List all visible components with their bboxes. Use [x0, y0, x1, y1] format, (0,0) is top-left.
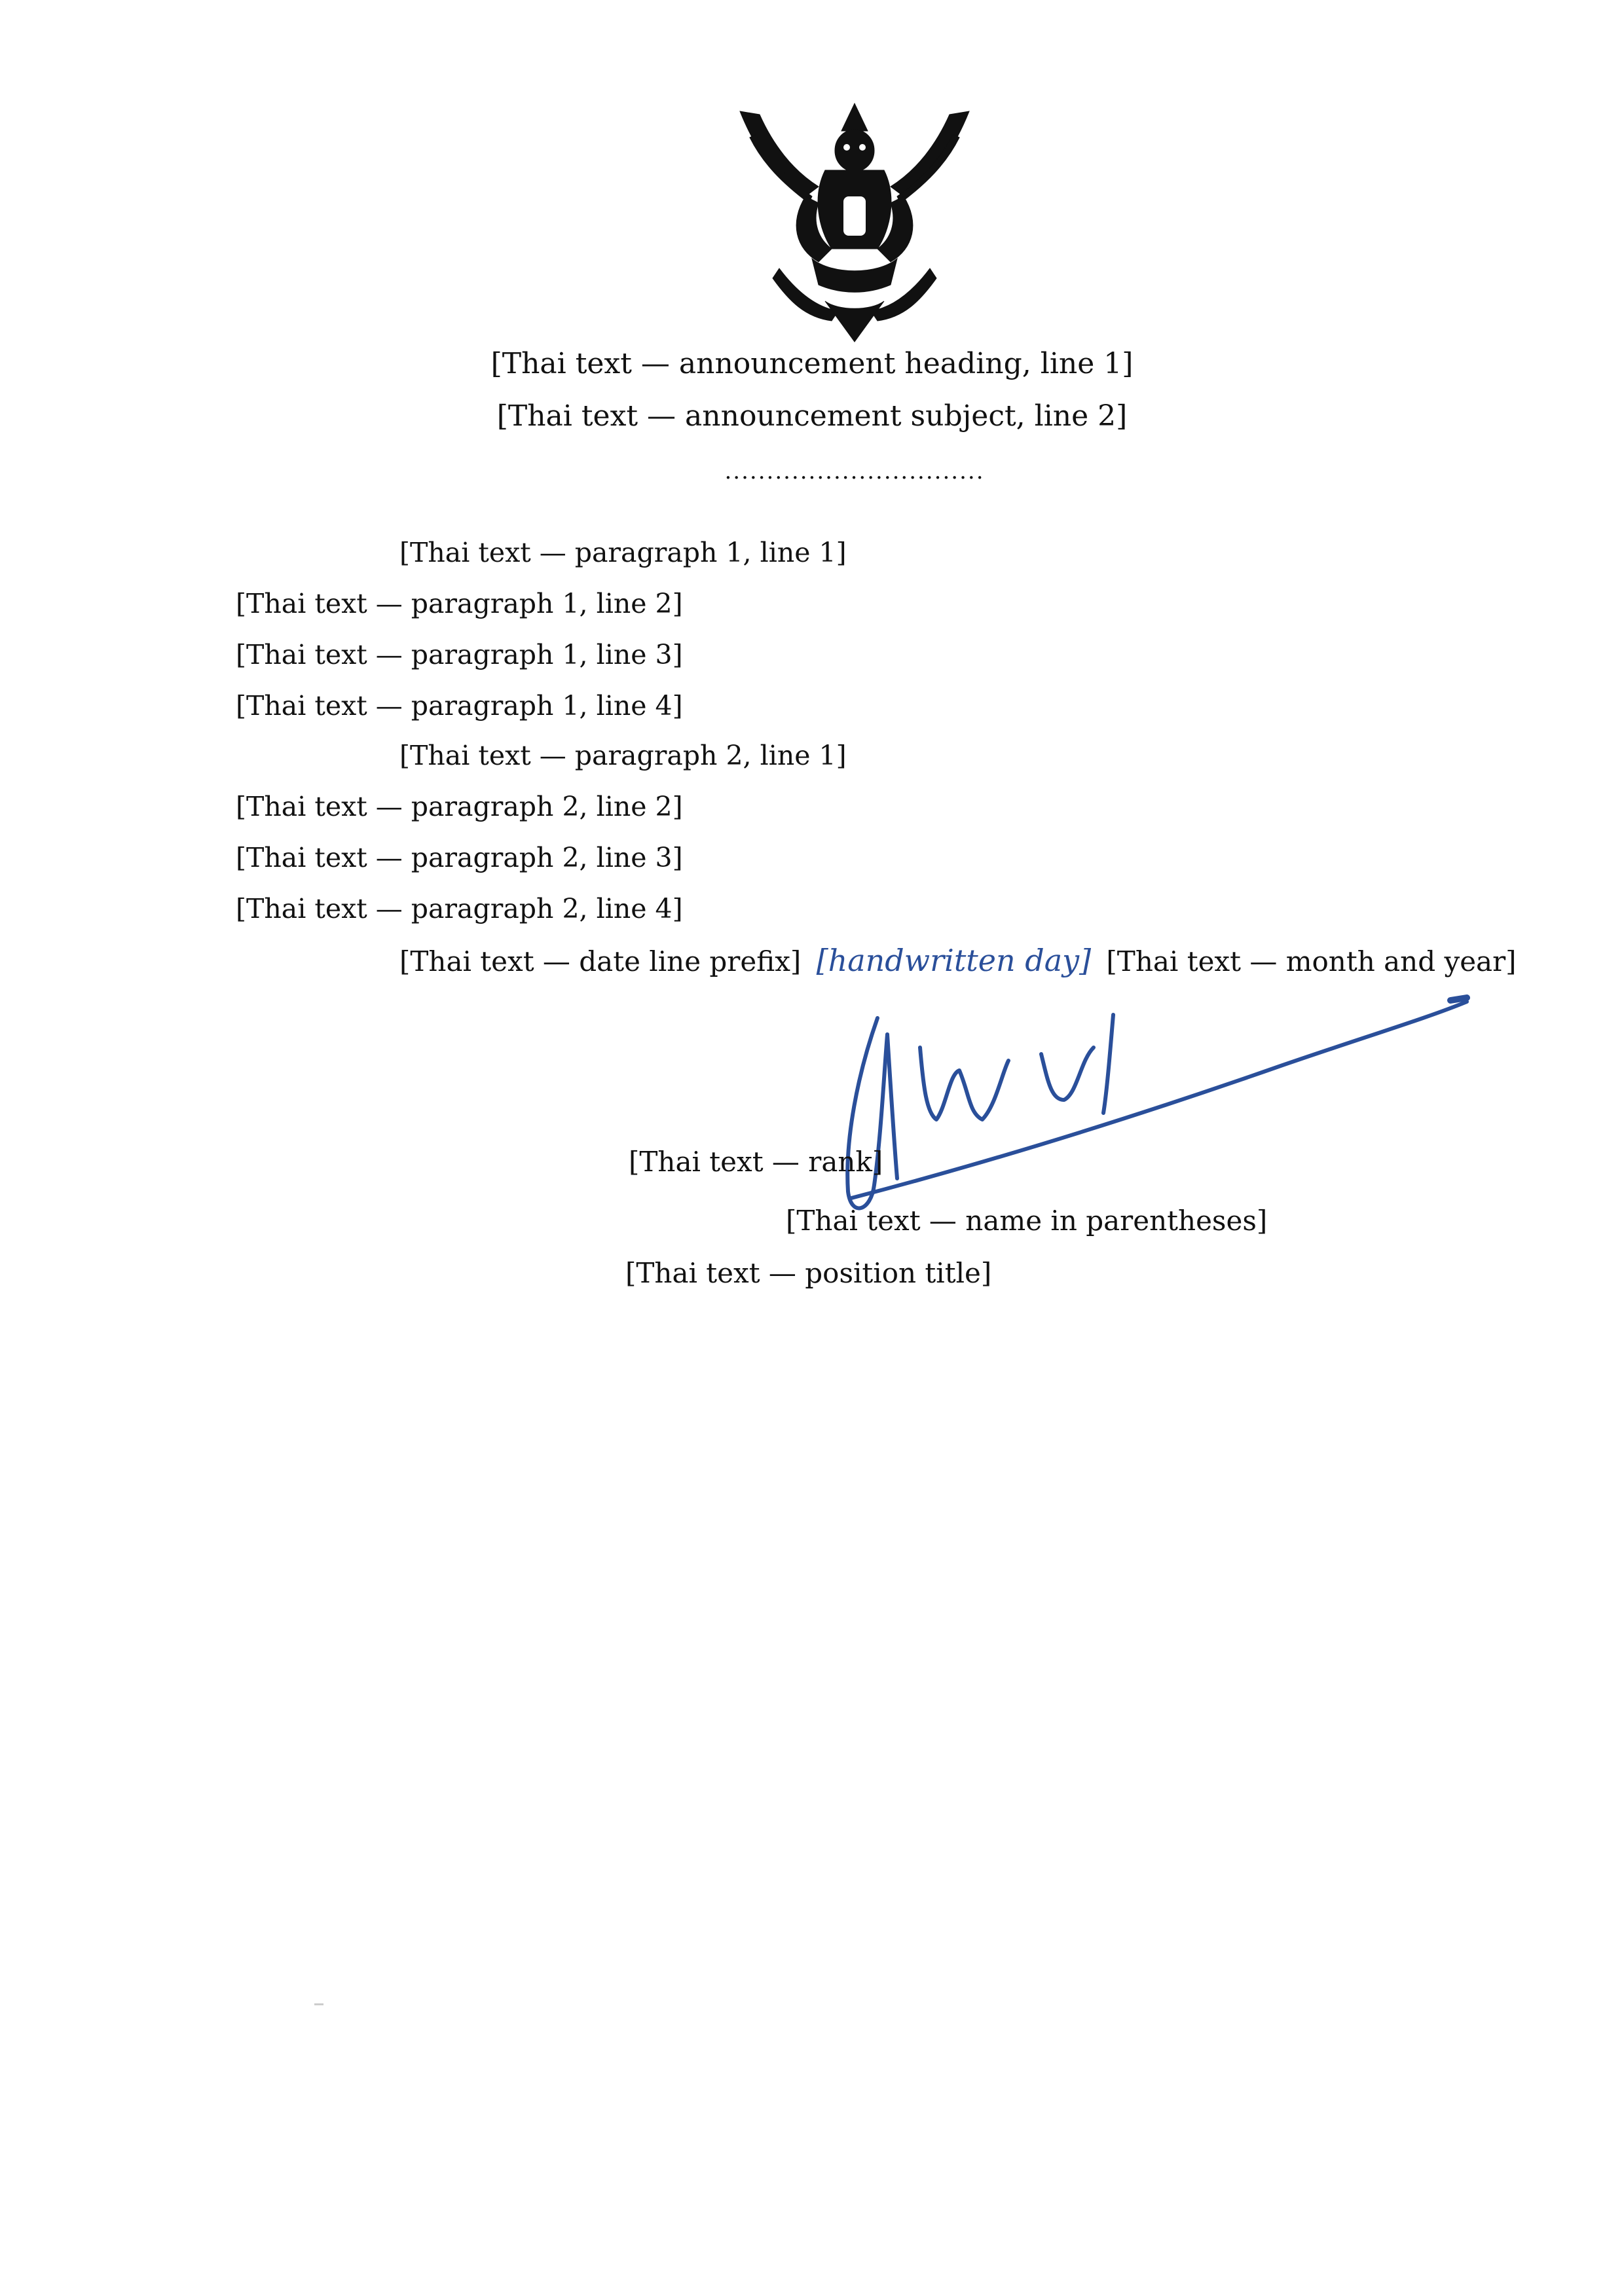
paragraph-1-line: [Thai text — paragraph 1, line 2]: [236, 588, 683, 619]
handwritten-day: [handwritten day]: [816, 943, 1092, 978]
signatory-rank: [Thai text — rank]: [629, 1146, 883, 1178]
paragraph-1: [236, 527, 1467, 731]
date-prefix: [Thai text — date line prefix]: [399, 945, 802, 977]
handwritten-signature: [805, 943, 1493, 1237]
scan-speck: [314, 2003, 323, 2005]
announcement-subject: [Thai text — announcement subject, line 2]: [496, 399, 1128, 433]
paragraph-2: [236, 730, 1467, 934]
garuda-emblem-icon: [727, 98, 982, 347]
separator-dots: ...............................: [724, 458, 985, 484]
paragraph-1-line: [Thai text — paragraph 1, line 4]: [236, 690, 683, 721]
paragraph-1-line: [Thai text — paragraph 1, line 1]: [399, 537, 847, 568]
date-month-year: [Thai text — month and year]: [1106, 945, 1517, 977]
paragraph-2-line: [Thai text — paragraph 2, line 2]: [236, 791, 683, 822]
signatory-name: [Thai text — name in parentheses]: [786, 1205, 1268, 1237]
signatory-position: [Thai text — position title]: [625, 1257, 992, 1289]
paragraph-1-line: [Thai text — paragraph 1, line 3]: [236, 639, 683, 670]
paragraph-2-line: [Thai text — paragraph 2, line 1]: [399, 740, 847, 771]
paragraph-2-line: [Thai text — paragraph 2, line 4]: [236, 893, 683, 924]
paragraph-2-line: [Thai text — paragraph 2, line 3]: [236, 842, 683, 873]
announcement-heading: [Thai text — announcement heading, line 1]: [490, 347, 1134, 380]
